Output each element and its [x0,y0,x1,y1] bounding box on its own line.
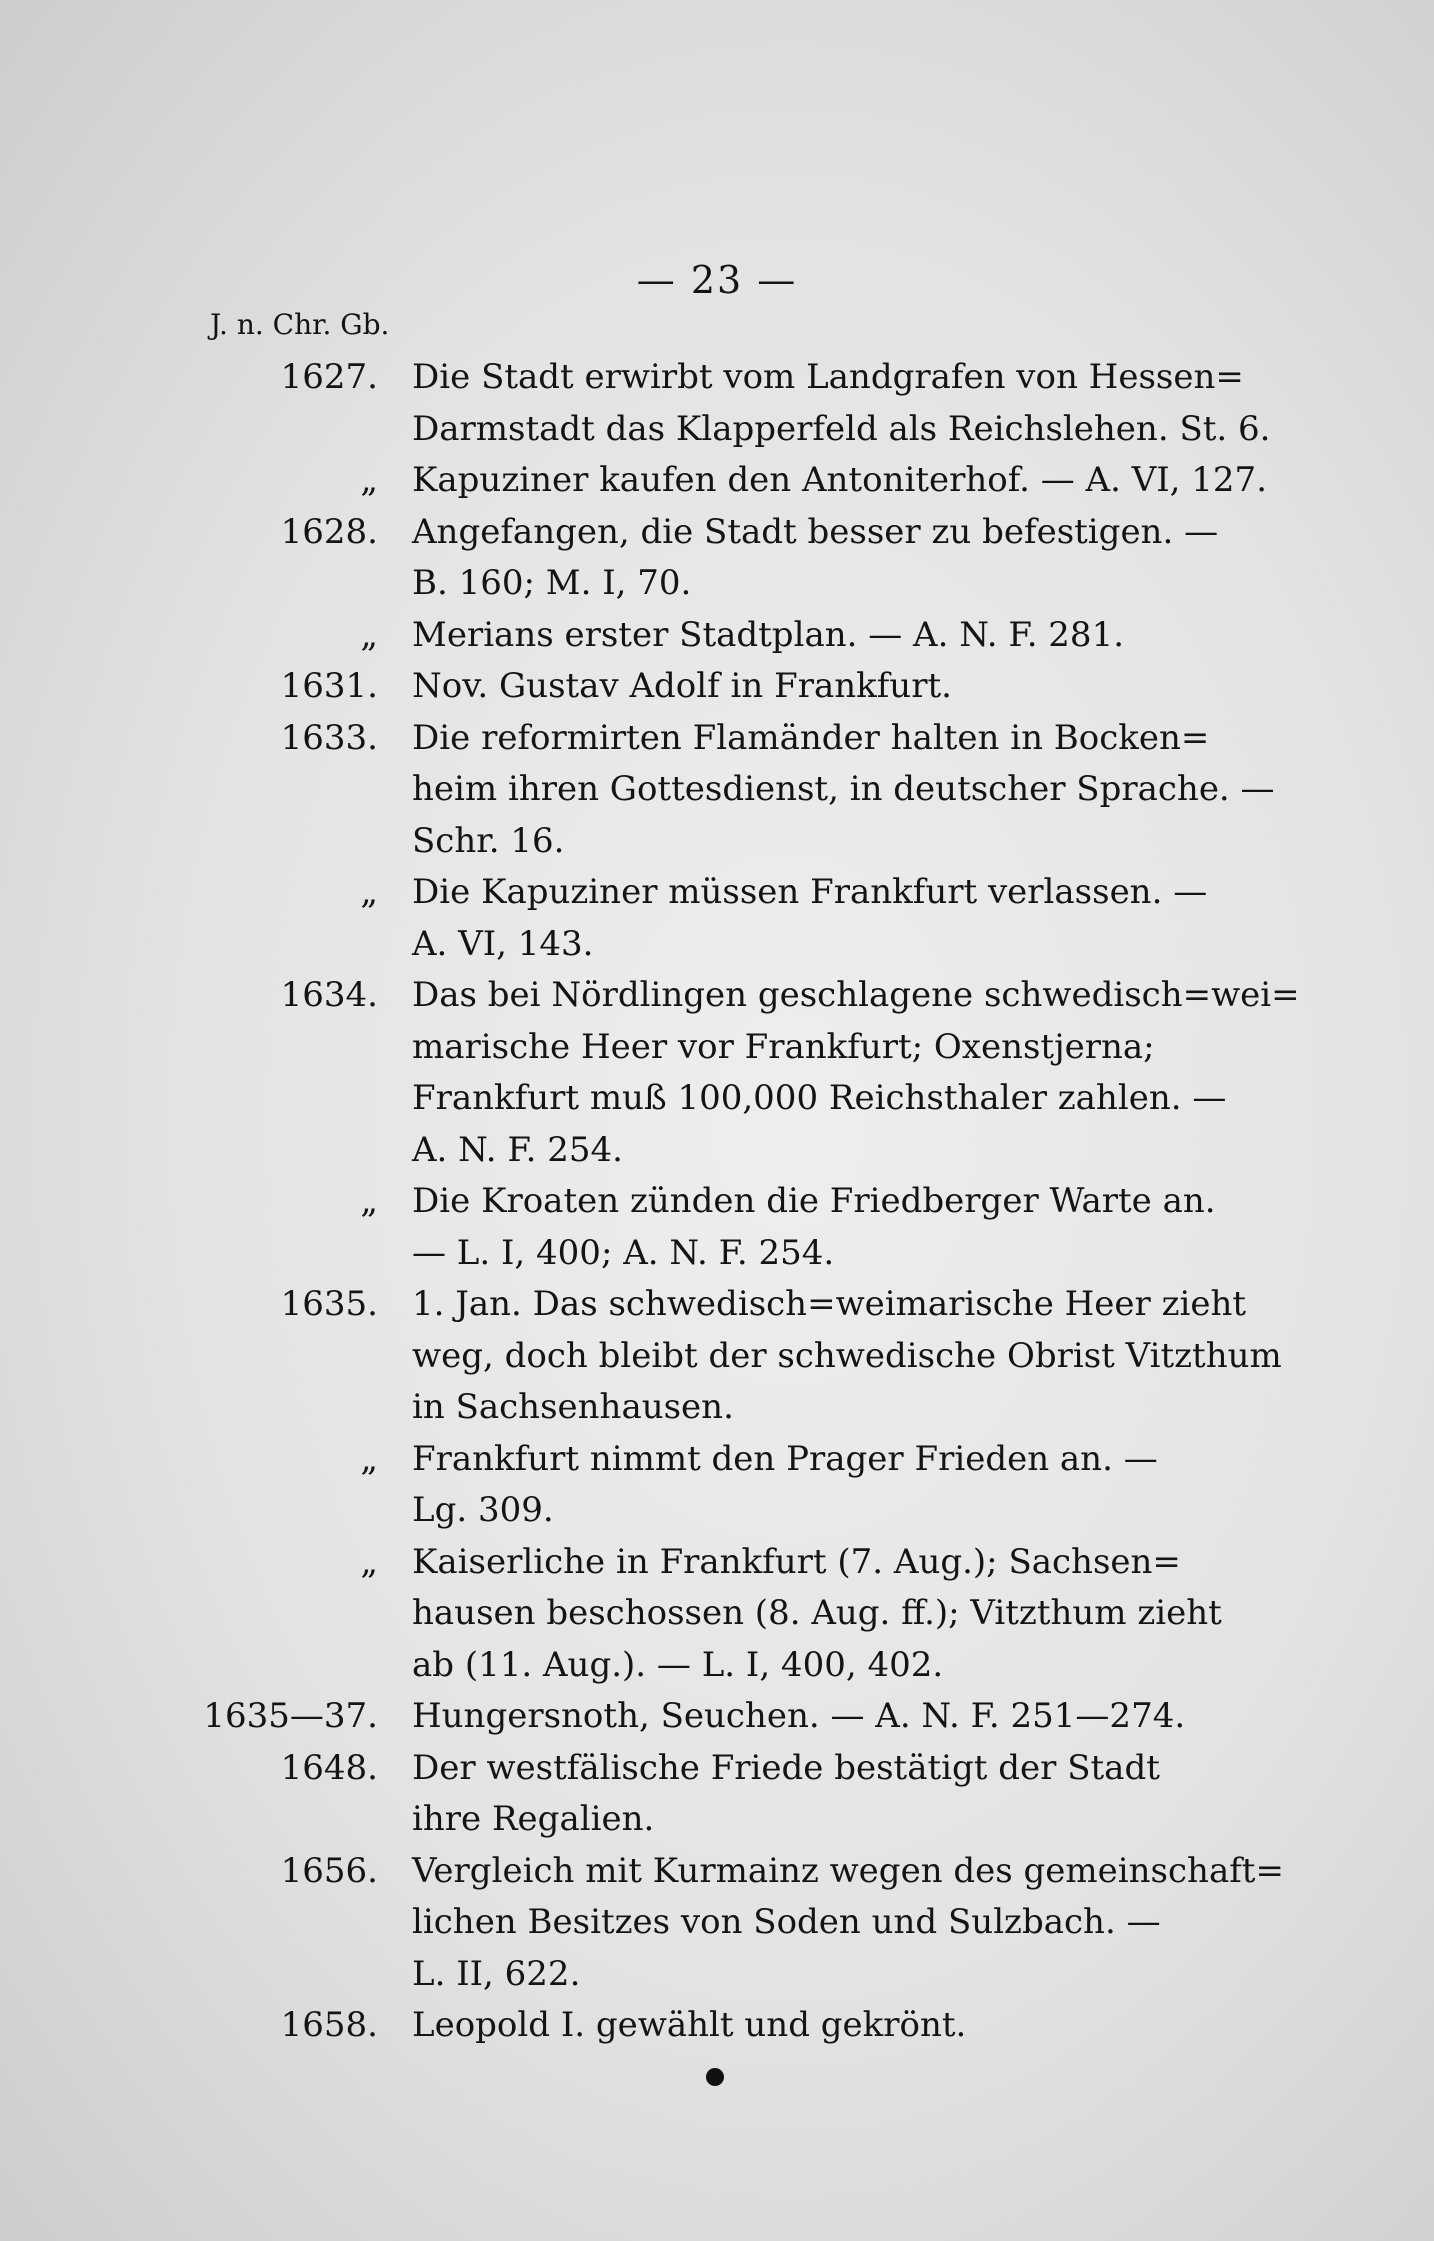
entry-text [412,507,1230,610]
entry-text-line: B. 160; M. I, 70. [412,563,692,603]
entry-text-line: Kaiserliche in Frankfurt (7. Aug.); Sachsen= [412,1541,1181,1582]
entry-text-line: A. VI, 143. [412,923,594,964]
entry-text-line: L. II, 622. [412,1953,581,1994]
entry-text-line: Darmstadt das Klapperfeld als Reichslehen. St. 6. [412,408,1271,449]
entry-text [412,1537,1230,1692]
entry-text-line: 1. Jan. Das schwedisch=weimarische Heer zieht [412,1284,1247,1324]
chronology-entry [190,1279,1282,1434]
entry-text [412,867,1230,970]
entry-text-line: — L. I, 400; A. N. F. 254. [412,1232,835,1273]
entry-date: „ [360,614,378,655]
entry-text-line: Frankfurt nimmt den Prager Frieden an. — [412,1438,1158,1479]
ornament-dot [706,2068,724,2086]
entry-text-line: in Sachsenhausen. [412,1387,734,1427]
entry-text [412,610,1230,662]
chronology-entry [190,610,1230,662]
entry-text-line: Lg. 309. [412,1490,554,1530]
entry-text-line: hausen beschossen (8. Aug. ff.); Vitzthum zieht [412,1593,1222,1633]
entry-text-line: Hungersnoth, Seuchen. — A. N. F. 251—274. [412,1696,1186,1736]
entry-date: „ [360,1438,378,1479]
entry-date: 1633. [280,717,378,758]
chronology-entry [190,1743,1230,1846]
chronology-entry [190,507,1230,610]
chronology-entry [190,455,1267,507]
entry-text-line: ihre Regalien. [412,1799,655,1839]
chronology-entry [190,661,1230,713]
entry-date: 1635. [280,1284,378,1324]
entry-text [412,1434,1230,1537]
entry-date: 1634. [280,975,378,1015]
entry-text-line: Die reformirten Flamänder halten in Bocken= [412,717,1210,758]
column-header: J. n. Chr. Gb. [210,308,390,341]
entry-date: 1648. [280,1747,378,1788]
entry-text [412,1846,1284,2001]
entry-text-line: Die Stadt erwirbt vom Landgrafen von Hessen= [412,357,1244,397]
entry-text-line: Die Kroaten zünden die Friedberger Warte an. [412,1181,1216,1221]
entry-date: „ [360,1181,378,1221]
entry-date: „ [360,1541,378,1582]
entry-text-line: Nov. Gustav Adolf in Frankfurt. [412,666,952,706]
chronology-entry [190,970,1300,1176]
entry-text-line: Merians erster Stadtplan. — A. N. F. 281. [412,614,1125,655]
entry-text-line: Leopold I. gewählt und gekrönt. [412,2005,967,2045]
entry-text [412,352,1270,455]
entry-date: „ [360,872,378,912]
entry-text-line: Kapuziner kaufen den Antoniterhof. — A. VI, 127. [412,460,1267,500]
entry-date: „ [360,460,378,500]
entry-text-line: weg, doch bleibt der schwedische Obrist Vitzthum [412,1335,1282,1376]
entry-text-line: Die Kapuziner müssen Frankfurt verlassen. — [412,872,1208,912]
entry-text [412,2000,1230,2052]
chronology-entry [190,1434,1230,1537]
chronology-list [190,352,1300,2052]
entry-text-line: Frankfurt muß 100,000 Reichsthaler zahlen. — [412,1078,1227,1118]
chronology-entry [190,1691,1230,1743]
chronology-entry [190,713,1275,868]
entry-text [412,1691,1230,1743]
entry-date: 1658. [280,2005,378,2045]
chronology-entry [190,2000,1230,2052]
entry-text-line: Das bei Nördlingen geschlagene schwedisch=wei= [412,975,1300,1015]
entry-text-line: marische Heer vor Frankfurt; Oxenstjerna; [412,1026,1155,1067]
entry-text [412,1279,1282,1434]
entry-text [412,1176,1230,1279]
entry-text [412,661,1230,713]
chronology-entry [190,1846,1284,2001]
entry-date: 1656. [280,1850,378,1891]
entry-text [412,1743,1230,1846]
entry-text-line: lichen Besitzes von Soden und Sulzbach. — [412,1902,1161,1942]
chronology-entry [190,352,1271,455]
entry-text-line: Vergleich mit Kurmainz wegen des gemeinschaft= [412,1850,1284,1891]
entry-date: 1631. [280,666,378,706]
entry-date: 1635—37. [203,1696,378,1736]
chronology-entry [190,1176,1230,1279]
entry-text [412,970,1300,1176]
entry-text [412,713,1275,868]
entry-text-line: Der westfälische Friede bestätigt der Stadt [412,1747,1160,1788]
entry-text-line: Angefangen, die Stadt besser zu befestigen. — [412,511,1219,552]
chronology-entry [190,1537,1230,1692]
page-number: — 23 — [636,258,798,302]
entry-text-line: ab (11. Aug.). — L. I, 400, 402. [412,1644,944,1685]
chronology-entry [190,867,1230,970]
entry-text [412,455,1267,507]
entry-text-line: heim ihren Gottesdienst, in deutscher Sprache. — [412,769,1275,809]
entry-date: 1627. [280,357,378,397]
entry-text-line: Schr. 16. [412,820,565,861]
entry-text-line: A. N. F. 254. [412,1129,623,1170]
entry-date: 1628. [280,511,378,552]
